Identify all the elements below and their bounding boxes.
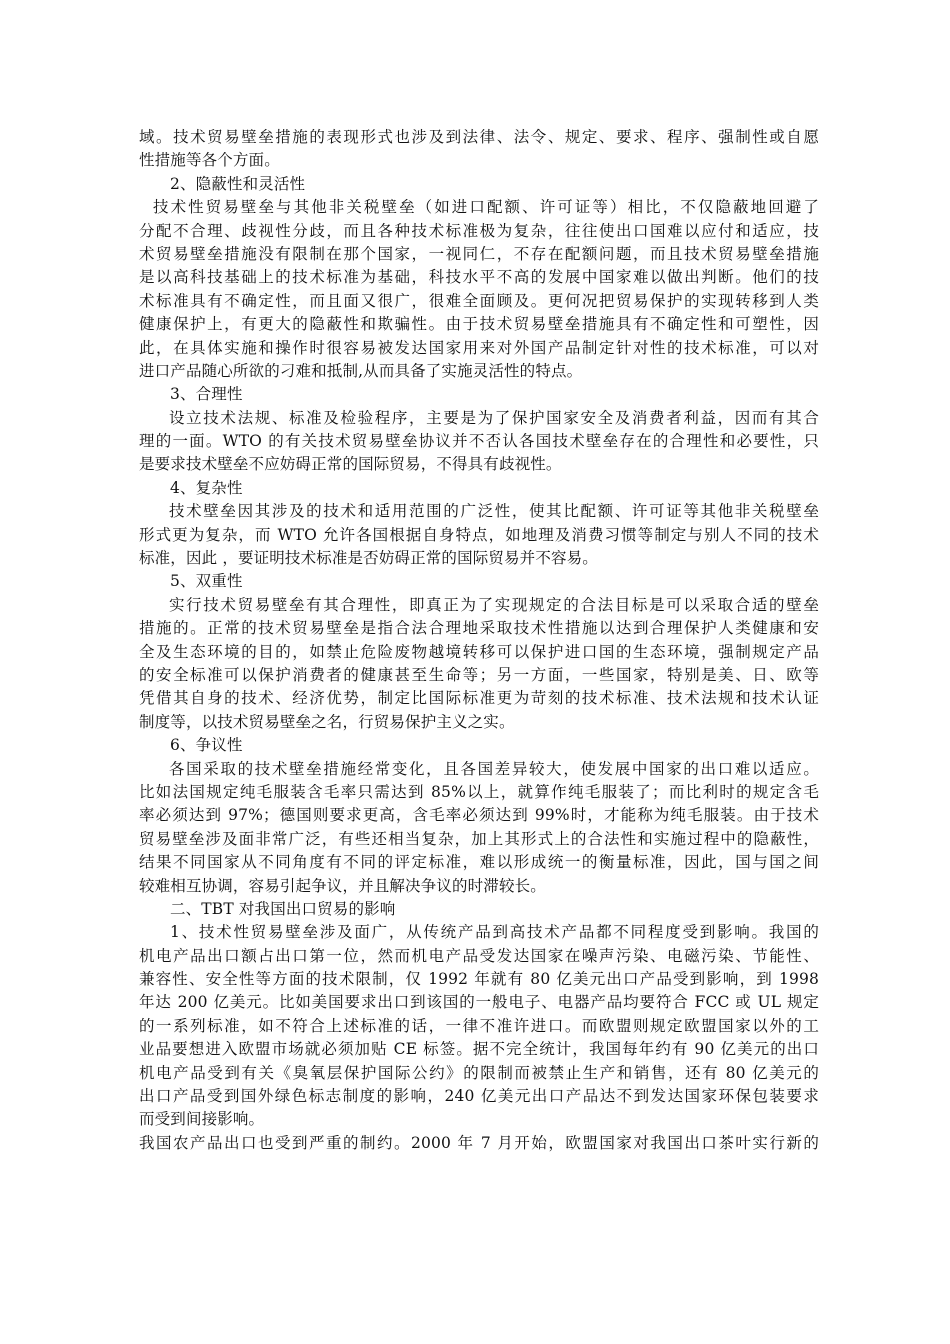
text-line: 技术性贸易壁垒与其他非关税壁垒（如进口配额、许可证等）相比，不仅隐蔽地回避了 bbox=[153, 198, 819, 217]
text-line: 二、TBT 对我国出口贸易的影响 bbox=[170, 899, 396, 918]
text-line: 6、争议性 bbox=[170, 736, 243, 755]
text-line: 进口产品随心所欲的刁难和抵制,从而具备了实施灵活性的特点。 bbox=[139, 361, 583, 380]
text-line: 我国农产品出口也受到严重的制约。2000 年 7 月开始，欧盟国家对我国出口茶叶实行新的 bbox=[139, 1133, 819, 1152]
text-line: 是以高科技基础上的技术标准为基础，科技水平不高的发展中国家难以做出判断。他们的技 bbox=[139, 268, 819, 287]
text-line: 制度等，以技术贸易壁垒之名，行贸易保护主义之实。 bbox=[139, 712, 515, 731]
text-line: 4、复杂性 bbox=[170, 478, 243, 497]
text-line: 术标准具有不确定性，而且面又很广，很难全面顾及。更何况把贸易保护的实现转移到人类 bbox=[139, 291, 819, 310]
text-line: 率必须达到 97%；德国则要求更高，含毛率必须达到 99%时，才能称为纯毛服装。由于技术 bbox=[139, 806, 819, 825]
text-line: 出口产品受到国外绿色标志制度的影响，240 亿美元出口产品达不到发达国家环保包装要求 bbox=[139, 1087, 819, 1106]
text-line: 措施的。正常的技术贸易壁垒是指合法合理地采取技术性措施以达到合理保护人类健康和安 bbox=[139, 619, 819, 638]
text-line: 标准，因此 ，要证明技术标准是否妨碍正常的国际贸易并不容易。 bbox=[139, 549, 598, 568]
text-line: 设立技术法规、标准及检验程序，主要是为了保护国家安全及消费者利益，因而有其合 bbox=[169, 408, 819, 427]
text-line: 机电产品受到有关《臭氧层保护国际公约》的限制而被禁止生产和销售，还有 80 亿美元的 bbox=[139, 1063, 819, 1082]
text-line: 分配不合理、歧视性分歧，而且各种技术标准极为复杂，往往使出口国难以应付和适应，技 bbox=[139, 221, 819, 240]
text-line: 此，在具体实施和操作时很容易被发达国家用来对外国产品制定针对性的技术标准，可以对 bbox=[139, 338, 819, 357]
text-line: 全及生态环境的目的，如禁止危险废物越境转移可以保护进口国的生态环境，强制规定产品 bbox=[139, 642, 819, 661]
text-line: 3、合理性 bbox=[170, 385, 243, 404]
text-line: 的一系列标准，如不符合上述标准的话，一律不准许进口。而欧盟则规定欧盟国家以外的工 bbox=[139, 1016, 819, 1035]
text-line: 实行技术贸易壁垒有其合理性，即真正为了实现规定的合法目标是可以采取合适的壁垒 bbox=[169, 595, 819, 614]
text-line: 5、双重性 bbox=[170, 572, 243, 591]
text-line: 凭借其自身的技术、经济优势，制定比国际标准更为苛刻的技术标准、技术法规和技术认证 bbox=[139, 689, 819, 708]
text-line: 形式更为复杂，而 WTO 允许各国根据自身特点，如地理及消费习惯等制定与别人不同的技术 bbox=[139, 525, 819, 544]
text-line: 域。技术贸易壁垒措施的表现形式也涉及到法律、法令、规定、要求、程序、强制性或自愿 bbox=[139, 128, 819, 146]
text-line: 机电产品出口额占出口第一位，然而机电产品受发达国家在噪声污染、电磁污染、节能性、 bbox=[139, 946, 819, 965]
text-line: 兼容性、安全性等方面的技术限制，仅 1992 年就有 80 亿美元出口产品受到影响，到 1998 bbox=[139, 970, 819, 989]
text-line: 各国采取的技术壁垒措施经常变化，且各国差异较大，使发展中国家的出口难以适应。 bbox=[169, 759, 819, 778]
text-line: 是要求技术壁垒不应妨碍正常的国际贸易，不得具有歧视性。 bbox=[139, 455, 562, 474]
text-line: 健康保护上，有更大的隐蔽性和欺骗性。由于技术贸易壁垒措施具有不确定性和可塑性，因 bbox=[139, 315, 819, 334]
text-line: 术贸易壁垒措施没有限制在那个国家，一视同仁，不存在配额问题，而且技术贸易壁垒措施 bbox=[139, 244, 819, 263]
text-line: 理的一面。WTO 的有关技术贸易壁垒协议并不否认各国技术壁垒存在的合理性和必要性，只 bbox=[139, 432, 819, 451]
text-line: 而受到间接影响。 bbox=[139, 1110, 265, 1129]
text-line: 年达 200 亿美元。比如美国要求出口到该国的一般电子、电器产品均要符合 FCC 或 UL 规定 bbox=[139, 993, 819, 1012]
document-page bbox=[139, 126, 819, 1155]
text-line: 技术壁垒因其涉及的技术和适用范围的广泛性，使其比配额、许可证等其他非关税壁垒 bbox=[169, 502, 819, 521]
text-line: 贸易壁垒涉及面非常广泛，有些还相当复杂，加上其形式上的合法性和实施过程中的隐蔽性， bbox=[139, 829, 819, 848]
text-line: 1、技术性贸易壁垒涉及面广，从传统产品到高技术产品都不同程度受到影响。我国的 bbox=[170, 923, 819, 942]
text-line: 性措施等各个方面。 bbox=[139, 151, 280, 170]
text-line: 结果不同国家从不同角度有不同的评定标准，难以形成统一的衡量标准，因此，国与国之间 bbox=[139, 853, 819, 872]
text-line: 的安全标准可以保护消费者的健康甚至生命等；另一方面，一些国家，特别是美、日、欧等 bbox=[139, 665, 819, 684]
text-line: 较难相互协调，容易引起争议，并且解决争议的时滞较长。 bbox=[139, 876, 546, 895]
text-line: 业品要想进入欧盟市场就必须加贴 CE 标签。据不完全统计，我国每年约有 90 亿美元的出口 bbox=[139, 1040, 819, 1059]
text-line: 比如法国规定纯毛服装含毛率只需达到 85%以上，就算作纯毛服装了；而比利时的规定含毛 bbox=[139, 782, 819, 801]
text-line: 2、隐蔽性和灵活性 bbox=[170, 174, 306, 193]
